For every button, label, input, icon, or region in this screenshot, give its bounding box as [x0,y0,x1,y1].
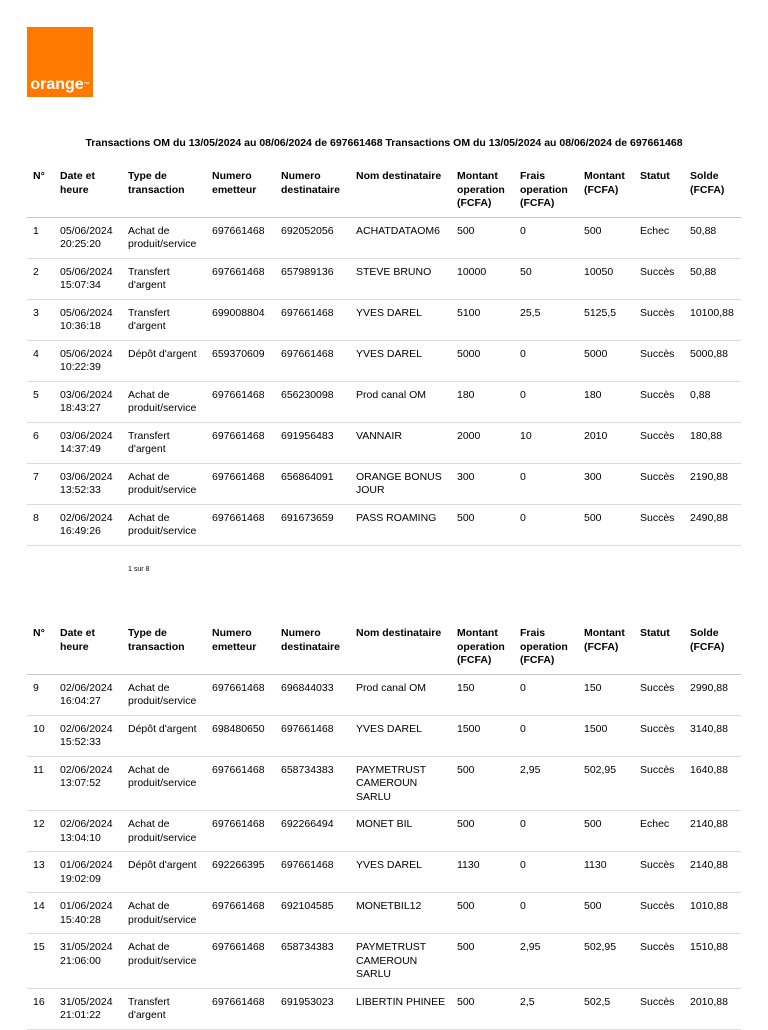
cell-amount: 500 [578,893,634,934]
column-header-operation-amount: Montant operation (FCFA) [451,170,514,217]
cell-recipient-number: 656230098 [275,381,350,422]
cell-sender-number: 697661468 [206,756,275,811]
cell-balance: 50,88 [684,258,741,299]
cell-operation-amount: 500 [451,988,514,1029]
cell-operation-fee: 0 [514,893,578,934]
cell-recipient-name: ORANGE BONUS JOUR [350,463,451,504]
cell-number: 2 [27,258,54,299]
column-header-amount: Montant (FCFA) [578,170,634,217]
cell-sender-number: 697661468 [206,811,275,852]
cell-recipient-number: 691673659 [275,504,350,545]
cell-recipient-name: Prod canal OM [350,674,451,715]
cell-operation-amount: 500 [451,934,514,989]
column-header-status: Statut [634,627,684,674]
cell-operation-amount: 180 [451,381,514,422]
cell-recipient-number: 692266494 [275,811,350,852]
cell-amount: 5000 [578,340,634,381]
cell-sender-number: 697661468 [206,258,275,299]
cell-date-time: 05/06/2024 15:07:34 [54,258,122,299]
cell-number: 15 [27,934,54,989]
cell-sender-number: 697661468 [206,893,275,934]
cell-operation-fee: 0 [514,811,578,852]
cell-balance: 10100,88 [684,299,741,340]
cell-operation-fee: 2,5 [514,988,578,1029]
cell-number: 10 [27,715,54,756]
cell-transaction-type: Transfert d'argent [122,422,206,463]
cell-operation-amount: 1500 [451,715,514,756]
orange-logo [27,27,93,97]
table-row [27,756,741,811]
column-header-status: Statut [634,170,684,217]
cell-recipient-number: 697661468 [275,340,350,381]
cell-status: Succès [634,504,684,545]
cell-sender-number: 698480650 [206,715,275,756]
cell-operation-fee: 50 [514,258,578,299]
cell-balance: 1010,88 [684,893,741,934]
cell-number: 5 [27,381,54,422]
column-header-operation-fee: Frais operation (FCFA) [514,627,578,674]
cell-transaction-type: Transfert d'argent [122,988,206,1029]
cell-date-time: 03/06/2024 13:52:33 [54,463,122,504]
cell-recipient-number: 691956483 [275,422,350,463]
cell-recipient-number: 692104585 [275,893,350,934]
cell-sender-number: 692266395 [206,852,275,893]
column-header-recipient-number: Numero destinataire [275,627,350,674]
cell-amount: 500 [578,811,634,852]
cell-sender-number: 659370609 [206,340,275,381]
cell-balance: 180,88 [684,422,741,463]
cell-operation-fee: 10 [514,422,578,463]
cell-status: Succès [634,258,684,299]
table-header-row [27,627,741,674]
cell-date-time: 31/05/2024 21:06:00 [54,934,122,989]
table-row [27,381,741,422]
column-header-sender-number: Numero emetteur [206,627,275,674]
cell-number: 11 [27,756,54,811]
cell-balance: 5000,88 [684,340,741,381]
column-header-transaction-type: Type de transaction [122,627,206,674]
cell-balance: 2010,88 [684,988,741,1029]
cell-amount: 10050 [578,258,634,299]
cell-sender-number: 699008804 [206,299,275,340]
cell-operation-fee: 0 [514,217,578,258]
cell-status: Succès [634,381,684,422]
cell-recipient-number: 697661468 [275,852,350,893]
cell-transaction-type: Achat de produit/service [122,463,206,504]
cell-operation-fee: 25,5 [514,299,578,340]
cell-number: 6 [27,422,54,463]
cell-status: Succès [634,299,684,340]
cell-operation-amount: 150 [451,674,514,715]
cell-operation-amount: 500 [451,811,514,852]
cell-recipient-name: MONETBIL12 [350,893,451,934]
column-header-number: N° [27,627,54,674]
cell-date-time: 01/06/2024 19:02:09 [54,852,122,893]
cell-status: Succès [634,422,684,463]
cell-operation-fee: 0 [514,463,578,504]
cell-number: 13 [27,852,54,893]
cell-balance: 1640,88 [684,756,741,811]
cell-balance: 2490,88 [684,504,741,545]
table-row [27,852,741,893]
cell-balance: 3140,88 [684,715,741,756]
cell-amount: 2010 [578,422,634,463]
cell-status: Echec [634,217,684,258]
cell-date-time: 31/05/2024 21:01:22 [54,988,122,1029]
cell-status: Succès [634,756,684,811]
cell-status: Succès [634,852,684,893]
cell-recipient-name: YVES DAREL [350,852,451,893]
cell-transaction-type: Dépôt d'argent [122,340,206,381]
transactions-table-page-2 [27,627,741,1030]
cell-operation-fee: 2,95 [514,934,578,989]
column-header-balance: Solde (FCFA) [684,627,741,674]
cell-number: 16 [27,988,54,1029]
cell-number: 3 [27,299,54,340]
cell-operation-amount: 2000 [451,422,514,463]
table-row [27,422,741,463]
table-row [27,674,741,715]
cell-amount: 150 [578,674,634,715]
cell-amount: 300 [578,463,634,504]
cell-status: Succès [634,463,684,504]
transactions-table-page-1 [27,170,741,546]
cell-amount: 502,95 [578,934,634,989]
cell-recipient-name: PAYMETRUST CAMEROUN SARLU [350,756,451,811]
cell-balance: 50,88 [684,217,741,258]
logo-text: orange [30,76,84,93]
cell-number: 9 [27,674,54,715]
cell-status: Succès [634,988,684,1029]
cell-balance: 2140,88 [684,811,741,852]
cell-date-time: 05/06/2024 10:22:39 [54,340,122,381]
cell-number: 4 [27,340,54,381]
cell-recipient-number: 657989136 [275,258,350,299]
table-header-row [27,170,741,217]
document-title: Transactions OM du 13/05/2024 au 08/06/2024 de 697661468 Transactions OM du 13/05/2024 au 08/06/2024 de 697661468 [85,137,683,149]
cell-operation-fee: 2,95 [514,756,578,811]
cell-status: Echec [634,811,684,852]
cell-amount: 502,5 [578,988,634,1029]
cell-transaction-type: Dépôt d'argent [122,715,206,756]
cell-date-time: 05/06/2024 10:36:18 [54,299,122,340]
table-row [27,811,741,852]
cell-recipient-number: 692052056 [275,217,350,258]
cell-status: Succès [634,674,684,715]
cell-status: Succès [634,340,684,381]
cell-balance: 2990,88 [684,674,741,715]
cell-amount: 5125,5 [578,299,634,340]
cell-balance: 1510,88 [684,934,741,989]
cell-operation-amount: 10000 [451,258,514,299]
cell-operation-amount: 500 [451,756,514,811]
cell-operation-amount: 500 [451,217,514,258]
cell-number: 1 [27,217,54,258]
cell-status: Succès [634,934,684,989]
table-row [27,299,741,340]
cell-sender-number: 697661468 [206,463,275,504]
column-header-operation-fee: Frais operation (FCFA) [514,170,578,217]
cell-status: Succès [634,893,684,934]
logo-trademark: ™ [83,82,90,88]
cell-sender-number: 697661468 [206,674,275,715]
page-number: 1 sur 8 [128,566,150,573]
cell-operation-amount: 5000 [451,340,514,381]
cell-sender-number: 697661468 [206,422,275,463]
cell-recipient-name: YVES DAREL [350,299,451,340]
cell-date-time: 02/06/2024 15:52:33 [54,715,122,756]
cell-recipient-name: LIBERTIN PHINEE [350,988,451,1029]
cell-status: Succès [634,715,684,756]
column-header-amount: Montant (FCFA) [578,627,634,674]
table-row [27,504,741,545]
cell-sender-number: 697661468 [206,934,275,989]
cell-date-time: 05/06/2024 20:25:20 [54,217,122,258]
table-row [27,715,741,756]
cell-operation-fee: 0 [514,504,578,545]
cell-transaction-type: Achat de produit/service [122,893,206,934]
column-header-recipient-name: Nom destinataire [350,170,451,217]
cell-transaction-type: Achat de produit/service [122,381,206,422]
cell-operation-fee: 0 [514,381,578,422]
cell-transaction-type: Achat de produit/service [122,811,206,852]
cell-transaction-type: Achat de produit/service [122,217,206,258]
cell-recipient-number: 658734383 [275,756,350,811]
cell-transaction-type: Achat de produit/service [122,504,206,545]
cell-recipient-name: Prod canal OM [350,381,451,422]
cell-sender-number: 697661468 [206,217,275,258]
cell-transaction-type: Transfert d'argent [122,258,206,299]
cell-recipient-name: YVES DAREL [350,340,451,381]
column-header-number: N° [27,170,54,217]
cell-amount: 1500 [578,715,634,756]
cell-recipient-number: 697661468 [275,715,350,756]
cell-amount: 1130 [578,852,634,893]
column-header-balance: Solde (FCFA) [684,170,741,217]
cell-number: 8 [27,504,54,545]
column-header-operation-amount: Montant operation (FCFA) [451,627,514,674]
cell-number: 7 [27,463,54,504]
cell-operation-amount: 300 [451,463,514,504]
cell-operation-fee: 0 [514,852,578,893]
cell-operation-fee: 0 [514,674,578,715]
table-row [27,934,741,989]
table-row [27,340,741,381]
cell-balance: 2140,88 [684,852,741,893]
cell-recipient-name: MONET BIL [350,811,451,852]
cell-operation-fee: 0 [514,340,578,381]
cell-number: 14 [27,893,54,934]
column-header-date-time: Date et heure [54,627,122,674]
cell-transaction-type: Achat de produit/service [122,934,206,989]
cell-operation-fee: 0 [514,715,578,756]
table-row [27,217,741,258]
cell-date-time: 02/06/2024 13:07:52 [54,756,122,811]
table-row [27,463,741,504]
cell-amount: 502,95 [578,756,634,811]
cell-balance: 2190,88 [684,463,741,504]
cell-date-time: 03/06/2024 14:37:49 [54,422,122,463]
cell-amount: 180 [578,381,634,422]
cell-recipient-number: 658734383 [275,934,350,989]
table-row [27,988,741,1029]
cell-recipient-number: 697661468 [275,299,350,340]
cell-sender-number: 697661468 [206,504,275,545]
cell-recipient-number: 656864091 [275,463,350,504]
cell-number: 12 [27,811,54,852]
cell-transaction-type: Achat de produit/service [122,674,206,715]
cell-date-time: 03/06/2024 18:43:27 [54,381,122,422]
column-header-recipient-number: Numero destinataire [275,170,350,217]
cell-transaction-type: Dépôt d'argent [122,852,206,893]
column-header-recipient-name: Nom destinataire [350,627,451,674]
cell-operation-amount: 500 [451,893,514,934]
cell-operation-amount: 1130 [451,852,514,893]
cell-operation-amount: 500 [451,504,514,545]
cell-recipient-name: PASS ROAMING [350,504,451,545]
cell-date-time: 02/06/2024 16:49:26 [54,504,122,545]
cell-balance: 0,88 [684,381,741,422]
table-row [27,893,741,934]
cell-recipient-name: PAYMETRUST CAMEROUN SARLU [350,934,451,989]
cell-recipient-name: VANNAIR [350,422,451,463]
cell-operation-amount: 5100 [451,299,514,340]
column-header-sender-number: Numero emetteur [206,170,275,217]
cell-recipient-number: 696844033 [275,674,350,715]
cell-sender-number: 697661468 [206,988,275,1029]
cell-date-time: 01/06/2024 15:40:28 [54,893,122,934]
cell-date-time: 02/06/2024 16:04:27 [54,674,122,715]
table-row [27,258,741,299]
cell-amount: 500 [578,504,634,545]
cell-transaction-type: Achat de produit/service [122,756,206,811]
cell-recipient-number: 691953023 [275,988,350,1029]
column-header-date-time: Date et heure [54,170,122,217]
cell-transaction-type: Transfert d'argent [122,299,206,340]
column-header-transaction-type: Type de transaction [122,170,206,217]
cell-recipient-name: ACHATDATAOM6 [350,217,451,258]
cell-amount: 500 [578,217,634,258]
cell-sender-number: 697661468 [206,381,275,422]
cell-date-time: 02/06/2024 13:04:10 [54,811,122,852]
cell-recipient-name: YVES DAREL [350,715,451,756]
cell-recipient-name: STEVE BRUNO [350,258,451,299]
